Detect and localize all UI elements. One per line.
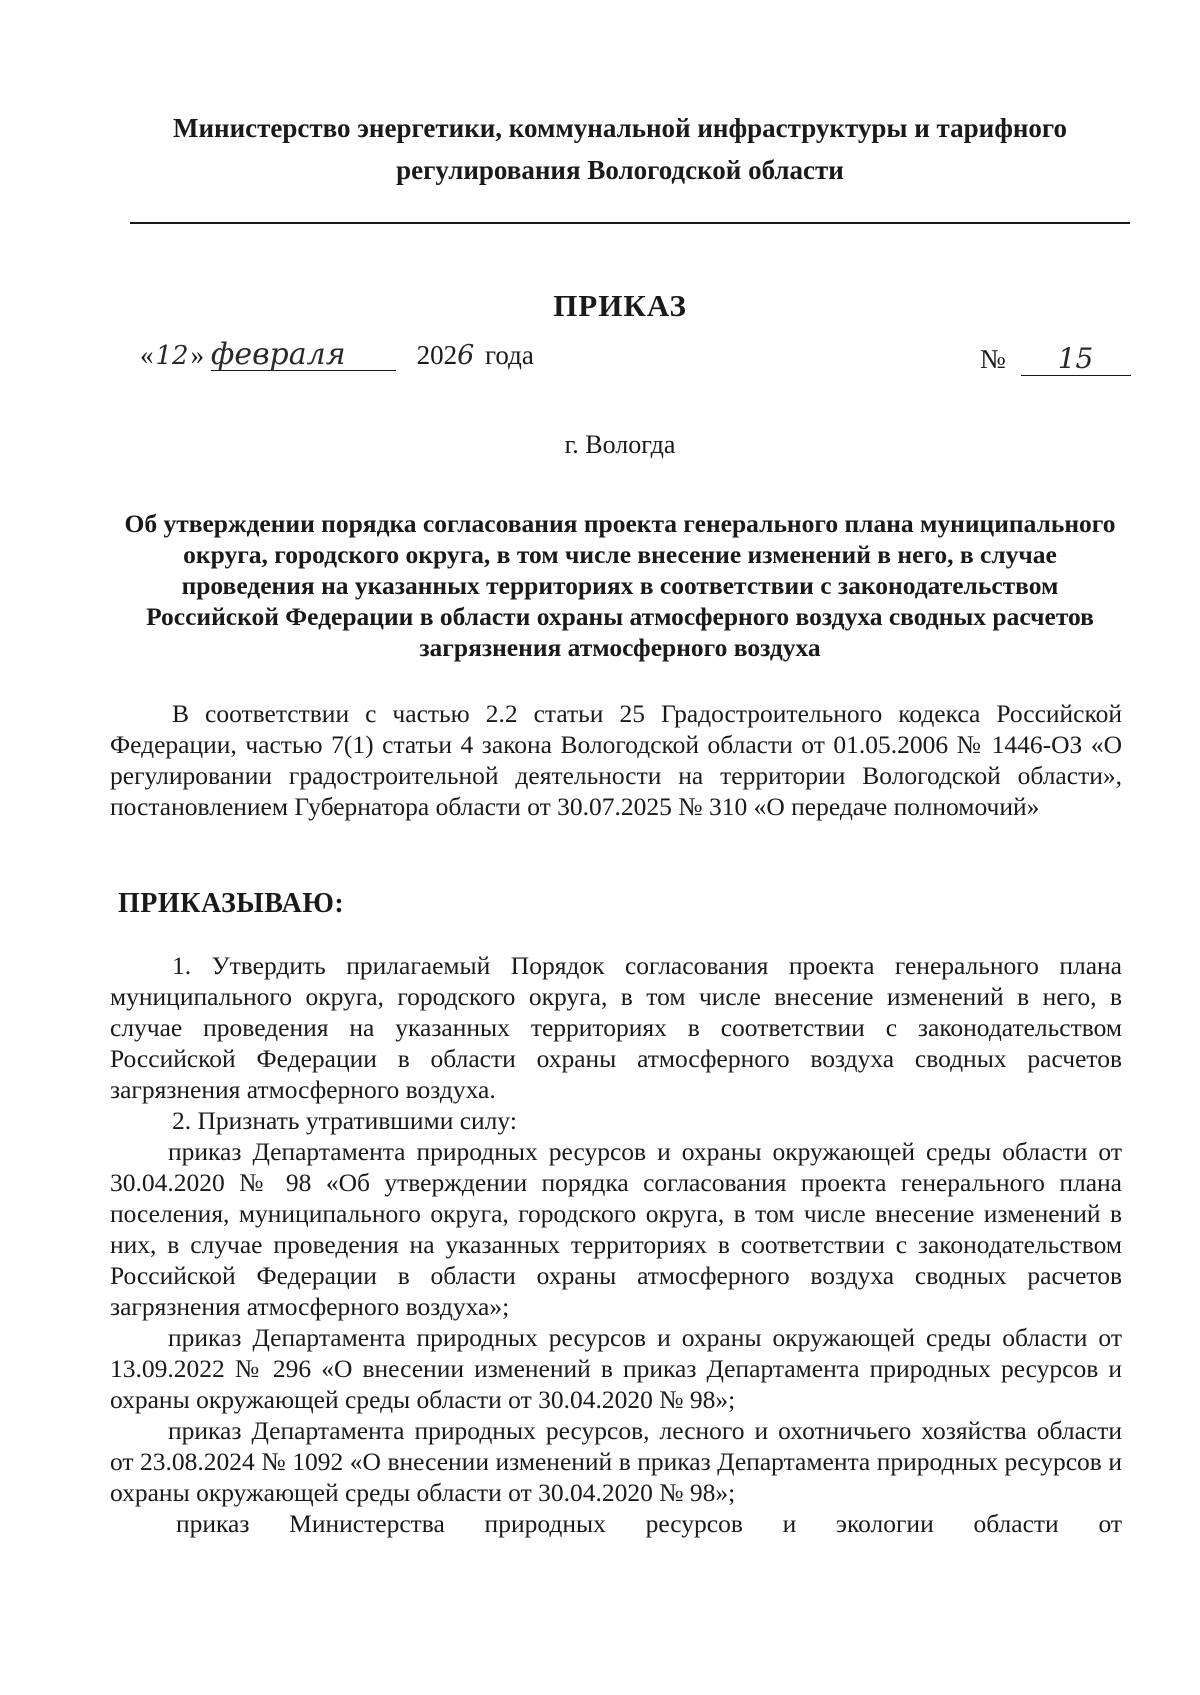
- document-type: ПРИКАЗ: [553, 288, 687, 323]
- order-item-1: 1. Утвердить прилагаемый Порядок согласования проекта генерального плана муниципального округа, городского округа, в том числе внесение изменений в него, в случае проведения на указанных территориях в соответствии с законодательством Российской Федерации в области охраны атмосферного воздуха сводных расчетов загрязнения атмосферного воздуха.: [110, 951, 1122, 1104]
- date-year-prefix: 202: [416, 340, 458, 370]
- legal-basis-text: В соответствии с частью 2.2 статьи 25 Градостроительного кодекса Российской Федерации, частью 7(1) статьи 4 закона Вологодской области от 01.05.2006 № 1446-ОЗ «О регулировании градостроительной деятельности на территории Вологодской области», постановлением Губернатора области от 30.07.2025 № 310 «О передаче полномочий»: [110, 699, 1122, 821]
- document-subject: Об утверждении порядка согласования проекта генерального плана муниципального округа, городского округа, в том числе внесение изменений в него, в случае проведения на указанных территориях в соответствии с законодательством Российской Федерации в области охраны атмосферного воздуха сводных расчетов загрязнения атмосферного воздуха: [124, 509, 1116, 662]
- order-item-2: 2. Признать утратившими силу:: [172, 1106, 517, 1135]
- date-month-handwritten: февраля: [211, 340, 396, 371]
- date-year-word: года: [485, 340, 534, 370]
- date-day-handwritten: 12: [155, 341, 189, 371]
- repealed-order-4: приказ Министерства природных ресурсов и экологии области от: [176, 1509, 1122, 1538]
- number-value-handwritten: 15: [1021, 342, 1131, 376]
- number-label: №: [980, 344, 1006, 374]
- legal-basis: [110, 698, 1122, 822]
- ministry-name-line-2: регулирования Вологодской области: [396, 155, 844, 185]
- date-open-quote: «: [140, 340, 154, 370]
- document-date: [140, 337, 534, 372]
- order-word: ПРИКАЗЫВАЮ:: [118, 888, 345, 919]
- header-divider: [130, 222, 1130, 224]
- repealed-order-2: приказ Департамента природных ресурсов и охраны окружающей среды области от 13.09.2022 № 296 «О внесении изменений в приказ Департамента природных ресурсов и охраны окружающей среды области от 30.04.2020 № 98»;: [110, 1323, 1122, 1414]
- ministry-name-line-1: Министерство энергетики, коммунальной инфраструктуры и тарифного: [172, 113, 1068, 143]
- date-year: [417, 340, 475, 370]
- document-number: [980, 342, 1131, 376]
- order-items: [110, 950, 1122, 1539]
- document-city: г. Вологда: [564, 430, 676, 459]
- date-year-suffix-handwritten: 6: [457, 340, 475, 371]
- repealed-order-3: приказ Департамента природных ресурсов, лесного и охотничьего хозяйства области от 23.08.2024 № 1092 «О внесении изменений в приказ Департамента природных ресурсов и охраны окружающей среды области от 30.04.2020 № 98»;: [110, 1416, 1122, 1507]
- repealed-order-1: приказ Департамента природных ресурсов и охраны окружающей среды области от 30.04.2020 № 98 «Об утверждении порядка согласования проекта генерального плана поселения, муниципального округа, городского округа, в том числе внесение изменений в них, в случае проведения на указанных территориях в соответствии с законодательством Российской Федерации в области охраны атмосферного воздуха сводных расчетов загрязнения атмосферного воздуха»;: [110, 1137, 1122, 1321]
- date-close-quote: »: [190, 340, 205, 370]
